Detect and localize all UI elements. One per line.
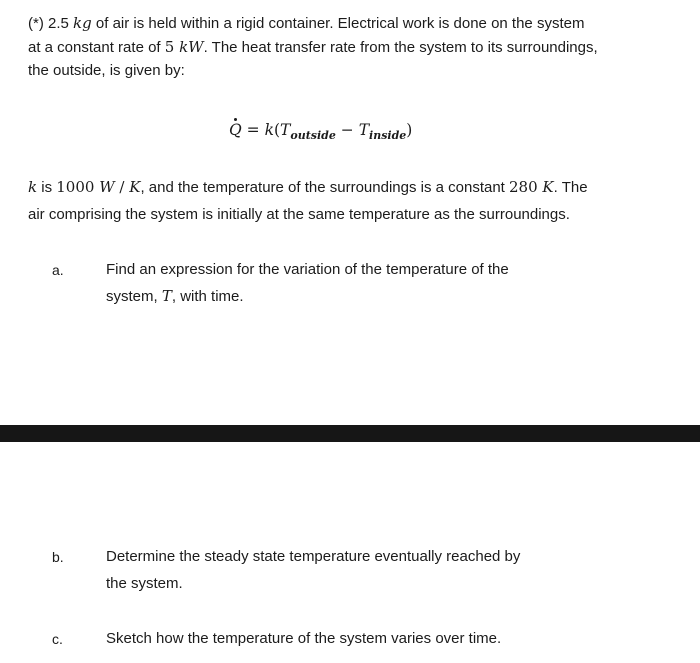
- divider-bar: [0, 425, 700, 442]
- question-c-label: c.: [52, 631, 63, 647]
- given-line-2: air comprising the system is initially at the same temperature as the surroundings.: [28, 205, 570, 223]
- heat-transfer-equation: $Q = k(T_{outside} - T_{inside})$: [229, 121, 413, 142]
- question-c-text: Sketch how the temperature of the system varies over time.: [106, 630, 502, 647]
- power-value: 5: [164, 37, 180, 56]
- q-dot-symbol: Q: [229, 121, 242, 139]
- given-values: [28, 176, 678, 226]
- subscript-inside: inside: [369, 129, 407, 142]
- problem-line-3: the outside, is given by:: [28, 62, 185, 79]
- problem-statement: [28, 12, 678, 83]
- subscript-outside: outside: [290, 129, 336, 142]
- problem-line-1: (*) 2.5 kg of air is held within a rigid container. Electrical work is done on the system: [28, 14, 585, 32]
- question-b-label: b.: [52, 549, 64, 565]
- question-a-text: Find an expression for the variation of the temperature of the system, T, with time.: [106, 261, 509, 305]
- unit-kw: kW: [179, 37, 204, 56]
- unit-kg: kg: [73, 14, 92, 32]
- problem-line-2: at a constant rate of 5 kW. The heat transfer rate from the system to its surroundings,: [28, 37, 598, 56]
- question-b-text: Determine the steady state temperature eventually reached by the system.: [106, 548, 521, 592]
- given-line-1: k is 1000 W / K, and the temperature of the surroundings is a constant 280 K. The: [28, 178, 588, 196]
- question-a-label: a.: [52, 262, 64, 278]
